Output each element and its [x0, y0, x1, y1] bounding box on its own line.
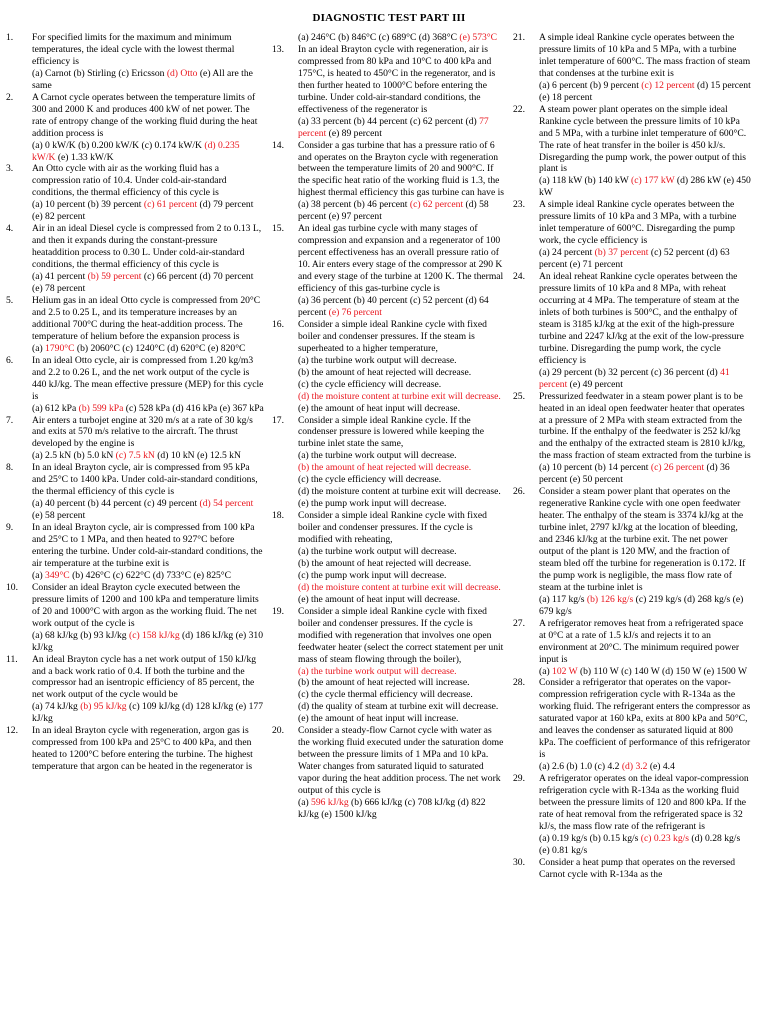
text-segment: (a) 0.19 kg/s (b) 0.15 kg/s: [539, 832, 641, 844]
text-segment: Consider a simple ideal Rankine cycle with fixed boiler and condenser pressures. If the cycle is modified with reheating,: [298, 510, 487, 546]
question-number: 2.: [6, 91, 14, 103]
answer-options: [298, 570, 505, 582]
answer-options: [298, 666, 505, 678]
columns: [6, 32, 752, 1022]
highlighted-answer: (d) 0.235 kW/K: [32, 139, 240, 163]
text-segment: (d) 15 percent (e) 18 percent: [539, 79, 751, 103]
text-segment: (a) 118 kW (b) 140 kW: [539, 175, 632, 187]
highlighted-answer: (e) 76 percent: [328, 306, 382, 318]
question-number: 29.: [513, 773, 525, 785]
question-text: [32, 223, 264, 271]
text-segment: (d) 36 percent (e) 50 percent: [539, 462, 730, 486]
text-segment: (a) 36 percent (b) 40 percent (c) 52 percent (d) 64 percent: [298, 294, 489, 318]
question-item: [513, 104, 752, 200]
question-number: 27.: [513, 617, 525, 629]
question-text: [298, 319, 505, 355]
question-text: [32, 582, 264, 630]
answer-options: [298, 546, 505, 558]
text-segment: Air in an ideal Diesel cycle is compressed from 2 to 0.13 L, and then it expands during the constant-pressure heataddition process to 0.30 L. Under cold-air-standard conditions, the thermal efficiency of this cycle is: [32, 223, 262, 271]
text-segment: (d) 186 kJ/kg (e) 310 kJ/kg: [32, 629, 264, 653]
answer-options: [298, 677, 505, 689]
answer-options: [298, 355, 505, 367]
answer-options: [298, 367, 505, 379]
question-item: [513, 773, 752, 857]
question-item: [272, 510, 505, 606]
answer-options: [298, 462, 505, 474]
highlighted-answer: (b) 37 percent: [594, 247, 649, 259]
highlighted-answer: (c) 26 percent: [650, 462, 705, 474]
text-segment: A simple ideal Rankine cycle operates between the pressure limits of 10 kPa and 5 MPa, with a turbine inlet temperature of 600°C. The mass fraction of steam that condenses at the turbine exit is: [539, 32, 751, 79]
question-number: 6.: [6, 354, 14, 366]
text-segment: In an ideal Brayton cycle with regeneration, air is compressed from 80 kPa and 10°C to 400 kPa and 175°C, is heated to 450°C in the regenerator, and is then further heated to 1000°C before entering the turbine. Under cold-air-standard conditions, the effectiveness of the regenerator is: [298, 43, 496, 115]
text-segment: (c) the cycle thermal efficiency will decrease.: [298, 689, 473, 701]
text-segment: (c) 219 kg/s (d) 268 kg/s (e) 679 kg/s: [539, 593, 744, 617]
question-item: [513, 271, 752, 391]
text-segment: Consider a simple ideal Rankine cycle. If the condenser pressure is lowered while keeping the turbine inlet state the same,: [298, 414, 484, 450]
text-segment: (a) 29 percent (b) 32 percent (c) 36 percent (d): [539, 366, 721, 378]
highlighted-answer: (e) 573°C: [459, 32, 498, 43]
answer-options: [298, 713, 505, 725]
answer-options: [298, 797, 505, 821]
text-segment: An Otto cycle with air as the working fluid has a compression ratio of 10.4. Under cold-air-standard conditions, the thermal efficiency of this cycle is: [32, 163, 227, 199]
answer-options: [539, 80, 752, 104]
highlighted-answer: (c) 62 percent: [409, 199, 464, 211]
question-item: [513, 199, 752, 271]
answer-options: [298, 403, 505, 415]
text-segment: (b) 666 kJ/kg (c) 708 kJ/kg (d) 822 kJ/kg (e) 1500 kJ/kg: [298, 797, 486, 820]
question-item: [6, 654, 264, 726]
text-segment: In an ideal Otto cycle, air is compressed from 1.20 kg/m3 and 2.2 to 0.26 L, and the net work output of the cycle is 440 kJ/kg. The mean effective pressure (MEP) for this cycle is: [32, 354, 264, 402]
answer-options: [32, 450, 264, 462]
answer-options: [298, 594, 505, 606]
text-segment: (e) 4.4: [647, 761, 675, 773]
question-text: [539, 391, 752, 463]
question-number: 18.: [272, 510, 284, 522]
answer-options: [298, 582, 505, 594]
question-number: 25.: [513, 390, 525, 402]
text-segment: (a) 117 kg/s: [539, 593, 587, 605]
text-segment: In an ideal Brayton cycle with regeneration, argon gas is compressed from 100 kPa and 25°C to 400 kPa, and then heated to 1200°C before entering the turbine. The highest temperature that argon can be heated in the regenerator is: [32, 725, 253, 773]
answer-options: [32, 701, 264, 725]
text-segment: A Carnot cycle operates between the temperature limits of 300 and 2000 K and produces 400 kW of net power. The rate of entropy change of the working fluid during the heat addition process is: [32, 91, 258, 139]
answer-options: [539, 247, 752, 271]
text-segment: (e) the pump work input will decrease.: [298, 498, 447, 510]
text-segment: Helium gas in an ideal Otto cycle is compressed from 20°C and 2.5 to 0.25 L, and its temperature increases by an additional 700°C during the heat-addition process. The temperature of helium before the expansion process is: [32, 294, 261, 342]
question-item: [6, 92, 264, 164]
text-segment: A refrigerator removes heat from a refrigerated space at 0°C at a rate of 1.5 kJ/s and rejects it to an environment at 20°C. The minimum required power input is: [539, 617, 744, 665]
answer-options: [298, 379, 505, 391]
answer-options: [32, 498, 264, 522]
question-number: 26.: [513, 486, 525, 498]
text-segment: (d) 286 kW (e) 450 kW: [539, 175, 751, 199]
text-segment: (a): [32, 342, 46, 354]
answer-options: [32, 140, 264, 164]
text-segment: Air enters a turbojet engine at 320 m/s at a rate of 30 kg/s and exits at 570 m/s relative to the aircraft. The thrust developed by the engine is: [32, 414, 253, 450]
highlighted-answer: 41 percent: [539, 366, 730, 390]
question-number: 11.: [6, 653, 18, 665]
text-segment: (a) 2.6 (b) 1.0 (c) 4.2: [539, 761, 622, 773]
question-number: 5.: [6, 294, 14, 306]
text-segment: A simple ideal Rankine cycle operates between the pressure limits of 10 kPa and 3 MPa, with a turbine inlet temperature of 600°C. Disregarding the pump work, the cycle efficiency is: [539, 199, 737, 247]
question-text: [32, 522, 264, 570]
answer-options: [539, 833, 752, 857]
question-number: 1.: [6, 32, 14, 43]
question-item: [513, 391, 752, 487]
answer-options: [32, 199, 264, 223]
question-text: [32, 654, 264, 702]
question-text: [32, 295, 264, 343]
question-text: [539, 486, 752, 594]
highlighted-answer: 77 percent: [298, 115, 489, 139]
question-number: 17.: [272, 414, 284, 426]
text-segment: Consider a heat pump that operates on the reversed Carnot cycle with R-134a as the: [539, 856, 736, 880]
text-segment: (c) 52 percent (d) 63 percent (e) 71 percent: [539, 247, 730, 271]
question-number: 16.: [272, 318, 284, 330]
text-segment: Consider a steam power plant that operates on the regenerative Rankine cycle with one open feedwater heater. The enthalpy of the steam is 3374 kJ/kg at the turbine inlet, 2797 kJ/kg at the location of bleeding, and 2346 kJ/kg at the turbine exit. The net power output of the plant is 120 MW, and the fraction of steam bled off the turbine for regeneration is 0.172. If the pump work is negligible, the mass flow rate of steam at the turbine inlet is: [539, 486, 746, 593]
question-number: 7.: [6, 414, 14, 426]
question-number: 13.: [272, 43, 284, 55]
text-segment: (e) All are the same: [32, 67, 253, 91]
answer-options: [298, 474, 505, 486]
highlighted-answer: (d) the moisture content at turbine exit will decrease.: [298, 581, 501, 593]
highlighted-answer: (b) 95 kJ/kg: [80, 701, 127, 713]
text-segment: (a) 6 percent (b) 9 percent: [539, 79, 642, 91]
question-number: 22.: [513, 103, 525, 115]
highlighted-answer: (c) 12 percent: [641, 79, 695, 91]
text-segment: (a) 74 kJ/kg: [32, 701, 81, 713]
answer-options: [32, 570, 264, 582]
answer-options: [298, 391, 505, 403]
question-text: [298, 223, 505, 295]
highlighted-answer: (b) 126 kg/s: [586, 593, 634, 605]
highlighted-answer: 349°C: [45, 569, 70, 581]
highlighted-answer: 102 W: [552, 665, 578, 677]
question-item: [6, 522, 264, 582]
question-number: 28.: [513, 677, 525, 689]
answer-options: [298, 701, 505, 713]
text-segment: (e) the amount of heat input will increase.: [298, 713, 459, 725]
question-number: 19.: [272, 605, 284, 617]
text-segment: (e) the amount of heat input will decrease.: [298, 593, 460, 605]
column-2: [272, 32, 513, 1022]
answer-options: [539, 175, 752, 199]
text-segment: (d) 79 percent (e) 82 percent: [32, 199, 254, 223]
answer-options: [539, 367, 752, 391]
question-number: 14.: [272, 139, 284, 151]
highlighted-answer: (d) Otto: [166, 67, 198, 79]
text-segment: (e) 58 percent: [32, 510, 86, 522]
text-segment: A refrigerator operates on the ideal vapor-compression refrigeration cycle with R-134a as the working fluid between the pressure limits of 120 and 800 kPa. If the rate of heat removal from the refrigerated space is 32 kJ/s, the mass flow rate of the refrigerant is: [539, 773, 749, 832]
text-segment: (e) the amount of heat input will decrease.: [298, 402, 460, 414]
question-item: [272, 415, 505, 511]
question-item: [513, 857, 752, 881]
column-1: [6, 32, 272, 1022]
text-segment: (a) 41 percent: [32, 271, 88, 283]
text-segment: An ideal gas turbine cycle with many stages of compression and expansion and a regenerator of 100 percent effectiveness has an overall pressure ratio of 10. Air enters every stage of the compressor at 290 K and every stage of the turbine at 1200 K. The thermal efficiency of this gas-turbine cycle is: [298, 223, 504, 295]
question-text: [539, 773, 752, 833]
question-item: [6, 355, 264, 415]
answer-options: [298, 450, 505, 462]
text-segment: An ideal Brayton cycle has a net work output of 150 kJ/kg and a back work ratio of 0.4. If both the turbine and the compressor had an isentropic efficiency of 85 percent, the net work output of the cycle would be: [32, 653, 257, 701]
question-number: 24.: [513, 271, 525, 283]
text-segment: (c) the cycle efficiency will decrease.: [298, 378, 442, 390]
question-number: 8.: [6, 462, 14, 474]
text-segment: (b) 110 W (c) 140 W (d) 150 W (e) 1500 W: [577, 665, 748, 677]
question-text: [32, 355, 264, 403]
question-number: 21.: [513, 32, 525, 43]
text-segment: (d) the moisture content at turbine exit will decrease.: [298, 486, 501, 498]
question-item: [6, 415, 264, 463]
question-item: [513, 486, 752, 617]
text-segment: For specified limits for the maximum and minimum temperatures, the ideal cycle with the lowest thermal efficiency is: [32, 32, 235, 67]
question-text: [539, 677, 752, 761]
highlighted-answer: 1790°C: [45, 342, 75, 354]
question-number: 20.: [272, 725, 284, 737]
answer-options: [539, 462, 752, 486]
text-segment: (a) 33 percent (b) 44 percent (c) 62 percent (d): [298, 115, 480, 127]
text-segment: (a): [539, 665, 553, 677]
question-text: [32, 32, 264, 68]
question-text: [539, 271, 752, 367]
highlighted-answer: (c) 0.23 kg/s: [640, 832, 690, 844]
question-text: [32, 163, 264, 199]
question-item: [513, 32, 752, 104]
answer-options: [298, 199, 505, 223]
highlighted-answer: (d) the moisture content at turbine exit will decrease.: [298, 390, 501, 402]
question-text: [298, 606, 505, 666]
text-segment: An ideal reheat Rankine cycle operates between the pressure limits of 10 kPa and 8 MPa, with reheat occurring at 4 MPa. The temperature of steam at the inlets of both turbines is 500°C, and the enthalpy of steam is 3185 kJ/kg at the exit of the high-pressure turbine and 2247 kJ/kg at the exit of the low-pressure turbine. Disregarding the pump work, the cycle efficiency is: [539, 271, 744, 366]
question-item: [513, 677, 752, 773]
highlighted-answer: (b) 599 kPa: [78, 402, 124, 414]
text-segment: A steam power plant operates on the simple ideal Rankine cycle between the pressure limits of 10 kPa and 5 MPa, with a turbine inlet temperature of 600°C. The rate of heat transfer in the boiler is 450 kJ/s. Disregarding the pump work, the power output of this plant is: [539, 103, 747, 175]
text-segment: (d) 58 percent (e) 97 percent: [298, 199, 489, 223]
question-item: [272, 606, 505, 726]
text-segment: Consider a simple ideal Rankine cycle with fixed boiler and condenser pressures. If the cycle is modified with regeneration that involves one open feedwater heater (select the correct statement per unit mass of steam flowing through the boiler),: [298, 605, 504, 665]
text-segment: Consider a gas turbine that has a pressure ratio of 6 and operates on the Brayton cycle with regeneration between the temperature limits of 20 and 900°C. If the specific heat ratio of the working fluid is 1.3, the highest thermal efficiency this gas turbine can have is: [298, 139, 505, 199]
text-segment: (b) 2060°C (c) 1240°C (d) 620°C (e) 820°C: [74, 342, 246, 354]
text-segment: (c) 528 kPa (d) 416 kPa (e) 367 kPa: [123, 402, 264, 414]
question-text: [298, 415, 505, 451]
answer-options: [298, 558, 505, 570]
answer-options: [298, 486, 505, 498]
text-segment: (a) 10 percent (b) 39 percent: [32, 199, 144, 211]
question-text: [298, 32, 505, 44]
question-number: 4.: [6, 223, 14, 235]
answer-options: [32, 343, 264, 355]
text-segment: (a) 24 percent: [539, 247, 595, 259]
question-item: [513, 618, 752, 678]
question-item: [6, 163, 264, 223]
question-item: [6, 582, 264, 654]
text-segment: (e) 89 percent: [326, 127, 382, 139]
text-segment: (a) 2.5 kN (b) 5.0 kN: [32, 450, 116, 462]
highlighted-answer: (c) 7.5 kN: [115, 450, 155, 462]
question-text: [298, 140, 505, 200]
question-number: 3.: [6, 163, 14, 175]
text-segment: (b) 426°C (c) 622°C (d) 733°C (e) 825°C: [69, 569, 232, 581]
question-text: [32, 415, 264, 451]
answer-options: [298, 116, 505, 140]
text-segment: (c) 109 kJ/kg (d) 128 kJ/kg (e) 177 kJ/kg: [32, 701, 264, 725]
answer-options: [32, 630, 264, 654]
text-segment: Consider an ideal Brayton cycle executed between the pressure limits of 1200 and 100 kPa and temperature limits of 20 and 1000°C with argon as the working fluid. The net work output of the cycle is: [32, 581, 259, 629]
question-text: [539, 32, 752, 80]
answer-options: [298, 689, 505, 701]
highlighted-answer: (d) 3.2: [621, 761, 648, 773]
question-item: [6, 295, 264, 355]
question-item: [272, 32, 505, 44]
question-number: 15.: [272, 223, 284, 235]
text-segment: (e) 49 percent: [567, 378, 623, 390]
text-segment: (a) Carnot (b) Stirling (c) Ericsson: [32, 67, 167, 79]
question-item: [272, 140, 505, 224]
text-segment: In an ideal Brayton cycle, air is compressed from 100 kPa and 25°C to 1 MPa, and then heated to 927°C before entering the turbine. Under cold-air-standard conditions, the air temperature at the turbine exit is: [32, 522, 263, 569]
answer-options: [32, 68, 264, 92]
column-3: [513, 32, 752, 1022]
answer-options: [539, 666, 752, 678]
text-segment: (c) the pump work input will decrease.: [298, 569, 447, 581]
answer-options: [539, 761, 752, 773]
question-text: [32, 725, 264, 773]
question-number: 9.: [6, 522, 14, 534]
answer-options: [298, 295, 505, 319]
question-item: [272, 725, 505, 821]
highlighted-answer: (b) 59 percent: [87, 271, 142, 283]
text-segment: (a) 0 kW/K (b) 0.200 kW/K (c) 0.174 kW/K: [32, 139, 205, 151]
text-segment: (d) 10 kN (e) 12.5 kN: [154, 450, 241, 462]
text-segment: (a) 612 kPa: [32, 402, 79, 414]
text-segment: Pressurized feedwater in a steam power plant is to be heated in an ideal open feedwater heater that operates at a pressure of 2 MPa with steam extracted from the turbine. If the enthalpy of the feedwater is 252 kJ/kg and the enthalpy of the extracted steam is 2810 kJ/kg, the mass fraction of steam extracted from the turbine is: [539, 390, 751, 462]
text-segment: Consider a refrigerator that operates on the vapor-compression refrigeration cycle with R-134a as the working fluid. The refrigerant enters the compressor as saturated vapor at 160 kPa, exits at 800 kPa and 50°C, and leaves the condenser as saturated liquid at 800 kPa. The coefficient of performance of this refrigerator is: [539, 677, 751, 761]
text-segment: (d) 0.28 kg/s (e) 0.81 kg/s: [539, 832, 741, 856]
text-segment: (a) 40 percent (b) 44 percent (c) 49 percent: [32, 498, 200, 510]
highlighted-answer: (b) the amount of heat rejected will decrease.: [298, 462, 472, 474]
answer-options: [539, 594, 752, 618]
highlighted-answer: 596 kJ/kg: [311, 797, 349, 808]
text-segment: (a): [32, 569, 46, 581]
text-segment: (d) the quality of steam at turbine exit will decrease.: [298, 701, 499, 713]
page-title: DIAGNOSTIC TEST PART III: [312, 12, 466, 24]
text-segment: (a) 68 kJ/kg (b) 93 kJ/kg: [32, 629, 129, 641]
question-text: [539, 199, 752, 247]
question-item: [272, 44, 505, 140]
question-text: [32, 92, 264, 140]
highlighted-answer: (c) 177 kW: [631, 175, 675, 187]
question-number: 23.: [513, 199, 525, 211]
question-text: [298, 44, 505, 116]
text-segment: Consider a steady-flow Carnot cycle with water as the working fluid executed under the saturation dome between the pressure limits of 1 MPa and 10 kPa. Water changes from saturated liquid to saturated vapor during the heat addition process. The net work output of this cycle is: [298, 725, 504, 797]
text-segment: (c) 66 percent (d) 70 percent (e) 78 percent: [32, 271, 254, 295]
text-segment: (b) the amount of heat rejected will decrease.: [298, 557, 472, 569]
question-text: [539, 857, 752, 881]
question-number: 10.: [6, 581, 18, 593]
answer-options: [32, 403, 264, 415]
answer-options: [298, 498, 505, 510]
text-segment: (a) 38 percent (b) 46 percent: [298, 199, 410, 211]
text-segment: In an ideal Brayton cycle, air is compressed from 95 kPa and 25°C to 1400 kPa. Under cold-air-standard conditions, the thermal efficiency of this cycle is: [32, 462, 258, 498]
text-segment: (a) the turbine work output will decrease.: [298, 354, 457, 366]
question-item: [6, 462, 264, 522]
highlighted-answer: (a) the turbine work output will decrease.: [298, 665, 457, 677]
text-segment: (a) 246°C (b) 846°C (c) 689°C (d) 368°C: [298, 32, 460, 43]
question-item: [6, 223, 264, 295]
question-text: [539, 104, 752, 176]
answer-options: [32, 271, 264, 295]
text-segment: (a): [298, 797, 312, 808]
text-segment: (a) the turbine work output will decrease.: [298, 545, 457, 557]
question-item: [6, 32, 264, 92]
question-number: 30.: [513, 856, 525, 868]
question-text: [539, 618, 752, 666]
question-number: 12.: [6, 725, 18, 737]
question-text: [298, 725, 505, 797]
text-segment: (b) the amount of heat rejected will decrease.: [298, 366, 472, 378]
question-item: [272, 319, 505, 415]
question-text: [32, 462, 264, 498]
highlighted-answer: (c) 158 kJ/kg: [129, 629, 180, 641]
text-segment: Consider a simple ideal Rankine cycle with fixed boiler and condenser pressures. If the steam is superheated to a higher temperature,: [298, 318, 487, 354]
highlighted-answer: (c) 61 percent: [143, 199, 198, 211]
text-segment: (a) the turbine work output will decrease.: [298, 450, 457, 462]
question-item: [272, 223, 505, 319]
text-segment: (a) 10 percent (b) 14 percent: [539, 462, 651, 474]
text-segment: (b) the amount of heat rejected will increase.: [298, 677, 470, 689]
highlighted-answer: (d) 54 percent: [199, 498, 254, 510]
question-text: [298, 510, 505, 546]
text-segment: (c) the cycle efficiency will decrease.: [298, 474, 442, 486]
text-segment: (e) 1.33 kW/K: [55, 151, 114, 163]
question-item: [6, 725, 264, 773]
